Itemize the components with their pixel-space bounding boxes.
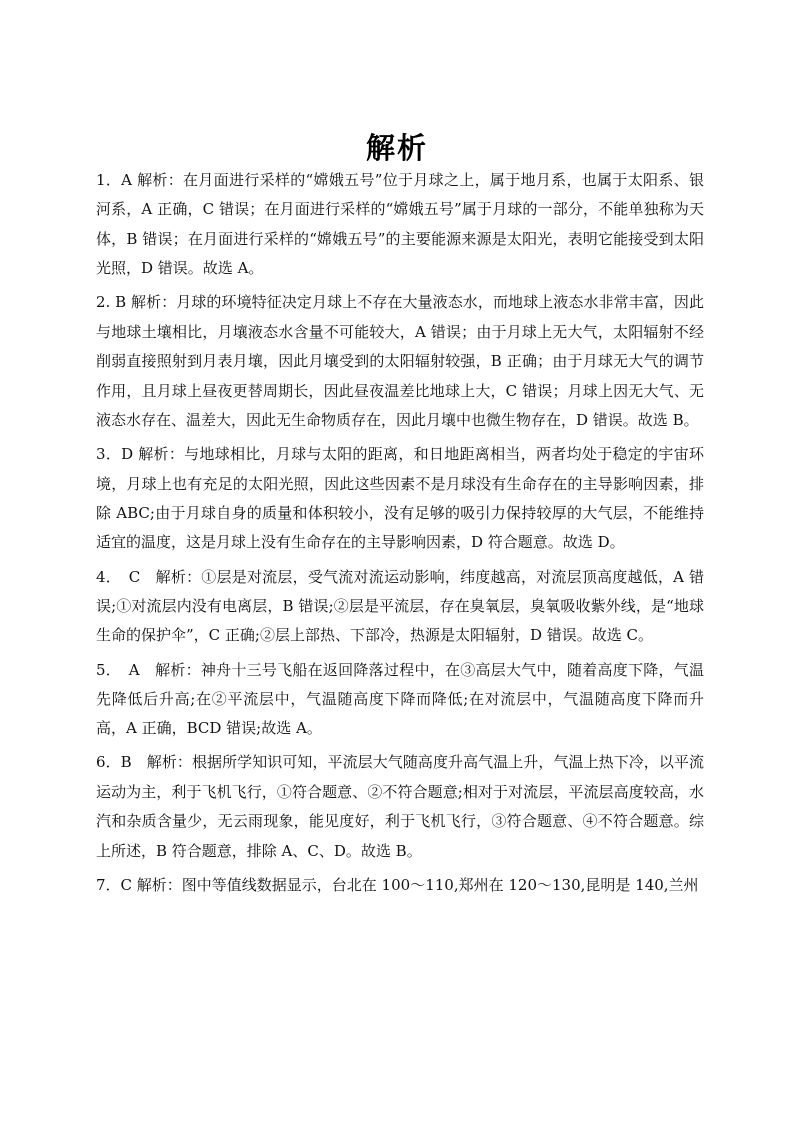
answer-list <box>96 166 704 900</box>
answer-4-explanation: 4． C 解析：①层是对流层，受气流对流运动影响，纬度越高，对流层顶高度越低，A 错误;①对流层内没有电离层，B 错误;②层是平流层，存在臭氧层，臭氧吸收紫外线，是“地球生命的保护伞”，C 正确;②层上部热、下部冷，热源是太阳辐射，D 错误。故选 C。 <box>96 567 704 645</box>
page-title: 解析 <box>365 131 428 165</box>
answer-6-explanation: 6．B 解析：根据所学知识可知，平流层大气随高度升高气温上升，气温上热下冷，以平流运动为主，利于飞机飞行，①符合题意、②不符合题意;相对于对流层，平流层高度较高，水汽和杂质含量少，无云雨现象，能见度好，利于飞机飞行，③符合题意、④不符合题意。综上所述，B 符合题意，排除 A、C、D。故选 B。 <box>96 753 704 860</box>
answer-3-explanation: 3．D 解析：与地球相比，月球与太阳的距离，和日地距离相当，两者均处于稳定的宇宙环境，月球上也有充足的太阳光照，因此这些因素不是月球没有生命存在的主导影响因素，排除 ABC;由于月球自身的质量和体积较小，没有足够的吸引力保持较厚的大气层，不能维持适宜的温度，这是月球上没有生命存在的主导影响因素，D 符合题意。故选 D。 <box>96 445 704 552</box>
answer-1-explanation: 1．A 解析：在月面进行采样的“嫦娥五号”位于月球之上，属于地月系，也属于太阳系、银河系，A 正确，C 错误；在月面进行采样的“嫦娥五号”属于月球的一部分，不能单独称为天体，B 错误；在月面进行采样的“嫦娥五号”的主要能源来源是太阳光，表明它能接受到太阳光照，D 错误。故选 A。 <box>96 171 704 278</box>
answer-2-explanation: 2. B 解析：月球的环境特征决定月球上不存在大量液态水，而地球上液态水非常丰富，因此与地球土壤相比，月壤液态水含量不可能较大，A 错误；由于月球上无大气，太阳辐射不经削弱直接照射到月表月壤，因此月壤受到的太阳辐射较强，B 正确；由于月球无大气的调节作用，且月球上昼夜更替周期长，因此昼夜温差比地球上大，C 错误；月球上因无大气、无液态水存在、温差大，因此无生命物质存在，因此月壤中也微生物存在，D 错误。故选 B。 <box>96 293 704 429</box>
answer-7-explanation: 7．C 解析：图中等值线数据显示，台北在 100～110,郑州在 120～130,昆明是 140,兰州 <box>96 875 699 894</box>
answer-5-explanation: 5． A 解析：神舟十三号飞船在返回降落过程中，在③高层大气中，随着高度下降，气温先降低后升高;在②平流层中，气温随高度下降而降低;在对流层中，气温随高度下降而升高，A 正确，BCD 错误;故选 A。 <box>96 660 704 738</box>
